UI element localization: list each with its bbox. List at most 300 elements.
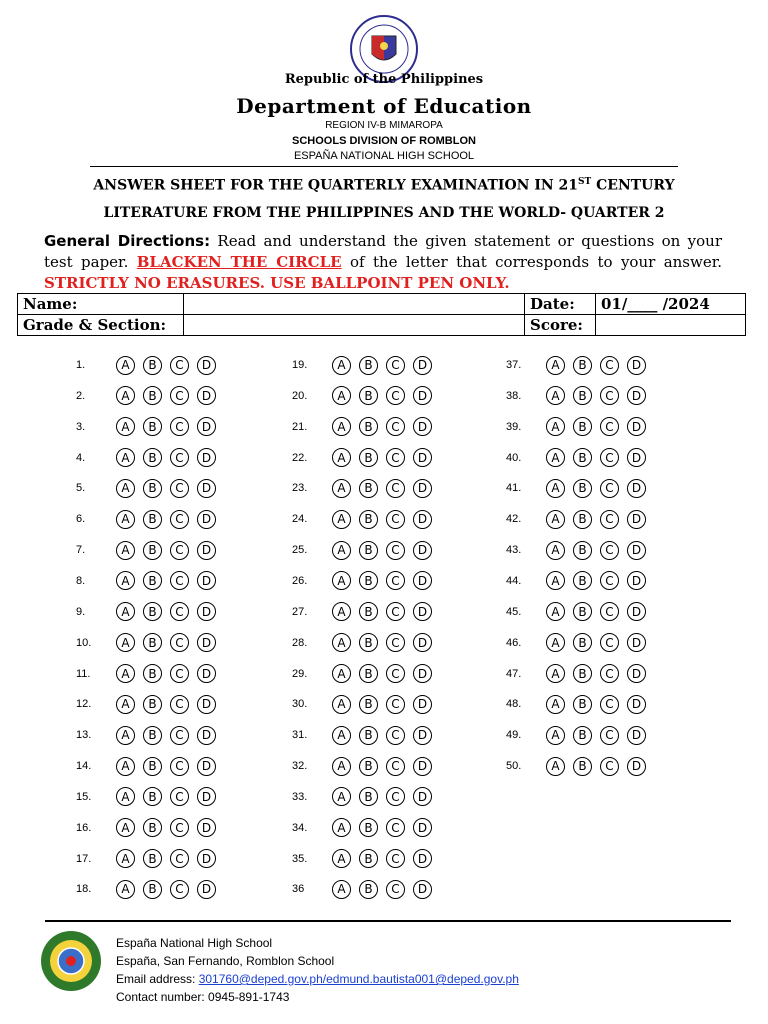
answer-bubble[interactable]: B xyxy=(359,818,378,837)
answer-row xyxy=(292,693,440,715)
answer-row xyxy=(76,755,224,777)
answer-bubble[interactable]: D xyxy=(197,479,216,498)
answer-row xyxy=(506,385,654,407)
answer-bubble[interactable]: A xyxy=(332,695,351,714)
title-line-1: ANSWER SHEET FOR THE QUARTERLY EXAMINATION IN 21ST CENTURY xyxy=(93,177,675,194)
answer-bubble[interactable]: B xyxy=(573,695,592,714)
question-number: 27. xyxy=(292,605,308,618)
answer-row xyxy=(292,508,440,530)
answer-bubble[interactable]: C xyxy=(600,510,619,529)
answer-bubble[interactable]: A xyxy=(332,633,351,652)
answer-bubble[interactable]: D xyxy=(413,818,432,837)
answer-bubble[interactable]: B xyxy=(143,787,162,806)
answer-row xyxy=(76,416,224,438)
answer-bubble[interactable]: C xyxy=(386,417,405,436)
answer-bubble[interactable]: D xyxy=(413,417,432,436)
answer-bubble[interactable]: B xyxy=(359,849,378,868)
answer-row xyxy=(506,601,654,623)
score-field[interactable] xyxy=(596,315,746,336)
answer-bubble[interactable]: C xyxy=(600,695,619,714)
answer-bubble[interactable]: D xyxy=(413,633,432,652)
answer-row xyxy=(76,786,224,808)
answer-bubble[interactable]: B xyxy=(143,602,162,621)
answer-bubble[interactable]: A xyxy=(116,849,135,868)
question-number: 34. xyxy=(292,821,308,834)
department-heading: Department of Education xyxy=(236,94,532,118)
email-link[interactable]: 301760@deped.gov.ph/edmund.bautista001@deped.gov.ph xyxy=(198,972,519,986)
answer-bubble[interactable]: A xyxy=(116,633,135,652)
answer-bubble[interactable]: A xyxy=(546,510,565,529)
answer-bubble[interactable]: D xyxy=(627,633,646,652)
answer-row xyxy=(506,354,654,376)
answer-bubble[interactable]: D xyxy=(413,787,432,806)
answer-row xyxy=(292,601,440,623)
answer-bubble[interactable]: C xyxy=(170,880,189,899)
question-number: 7. xyxy=(76,544,86,557)
question-number: 23. xyxy=(292,482,308,495)
question-number: 22. xyxy=(292,451,308,464)
answer-bubble[interactable]: B xyxy=(359,356,378,375)
answer-bubble[interactable]: A xyxy=(116,356,135,375)
answer-row xyxy=(76,447,224,469)
answer-bubble[interactable]: A xyxy=(546,726,565,745)
answer-bubble[interactable]: B xyxy=(143,510,162,529)
answer-bubble[interactable]: D xyxy=(627,602,646,621)
answer-bubble[interactable]: C xyxy=(170,818,189,837)
question-number: 21. xyxy=(292,420,308,433)
answer-row xyxy=(76,724,224,746)
question-number: 37. xyxy=(506,359,522,371)
answer-bubble[interactable]: A xyxy=(116,510,135,529)
answer-row xyxy=(506,663,654,685)
question-number: 16. xyxy=(76,821,92,834)
answer-bubble[interactable]: B xyxy=(573,664,592,683)
question-number: 24. xyxy=(292,513,308,526)
answer-bubble[interactable]: B xyxy=(573,386,592,405)
answer-bubble[interactable]: B xyxy=(359,386,378,405)
answer-bubble[interactable]: A xyxy=(116,664,135,683)
answer-bubble[interactable]: A xyxy=(332,356,351,375)
answer-bubble[interactable]: D xyxy=(627,448,646,467)
answer-row xyxy=(76,878,224,900)
answer-bubble[interactable]: C xyxy=(170,757,189,776)
answer-bubble[interactable]: A xyxy=(546,757,565,776)
answer-bubble[interactable]: C xyxy=(386,386,405,405)
answer-bubble[interactable]: B xyxy=(359,417,378,436)
answer-bubble[interactable]: C xyxy=(600,602,619,621)
answer-bubble[interactable]: A xyxy=(546,602,565,621)
answer-bubble[interactable]: D xyxy=(413,757,432,776)
answer-bubble[interactable]: A xyxy=(116,417,135,436)
question-number: 17. xyxy=(76,852,92,865)
question-number: 32. xyxy=(292,760,308,773)
answer-bubble[interactable]: B xyxy=(573,510,592,529)
answer-row xyxy=(506,539,654,561)
answer-row xyxy=(76,508,224,530)
answer-bubble[interactable]: C xyxy=(386,880,405,899)
answer-bubble[interactable]: D xyxy=(413,695,432,714)
answer-bubble[interactable]: A xyxy=(332,541,351,560)
answer-bubble[interactable]: D xyxy=(627,726,646,745)
answer-row xyxy=(76,477,224,499)
question-number: 49. xyxy=(506,729,522,742)
question-number: 28. xyxy=(292,636,308,649)
answer-bubble[interactable]: D xyxy=(197,448,216,467)
question-number: 46. xyxy=(506,636,522,649)
answer-bubble[interactable]: B xyxy=(359,726,378,745)
answer-bubble[interactable]: A xyxy=(116,541,135,560)
answer-bubble[interactable]: A xyxy=(546,541,565,560)
answer-bubble[interactable]: D xyxy=(413,880,432,899)
question-number: 20. xyxy=(292,389,308,402)
answer-bubble[interactable]: A xyxy=(116,880,135,899)
question-number: 18. xyxy=(76,883,92,896)
answer-bubble[interactable]: A xyxy=(116,479,135,498)
answer-bubble[interactable]: B xyxy=(143,818,162,837)
answer-bubble[interactable]: D xyxy=(197,356,216,375)
answer-bubble[interactable]: C xyxy=(386,356,405,375)
answer-row xyxy=(76,539,224,561)
answer-bubble[interactable]: D xyxy=(197,602,216,621)
answer-bubble[interactable]: C xyxy=(170,356,189,375)
answer-row xyxy=(76,632,224,654)
answer-bubble[interactable]: C xyxy=(600,664,619,683)
answer-bubble[interactable]: B xyxy=(573,757,592,776)
answer-bubble[interactable]: B xyxy=(143,726,162,745)
school-text: ESPAÑA NATIONAL HIGH SCHOOL xyxy=(293,150,475,162)
answer-bubble[interactable]: B xyxy=(573,602,592,621)
answer-bubble[interactable]: B xyxy=(359,510,378,529)
answer-bubble[interactable]: C xyxy=(600,757,619,776)
answer-bubble[interactable]: C xyxy=(386,602,405,621)
answer-bubble[interactable]: D xyxy=(413,356,432,375)
answer-bubble[interactable]: B xyxy=(573,541,592,560)
answer-bubble[interactable]: B xyxy=(359,541,378,560)
answer-bubble[interactable]: A xyxy=(332,417,351,436)
answer-bubble[interactable]: D xyxy=(627,571,646,590)
answer-bubble[interactable]: C xyxy=(600,448,619,467)
answer-bubble[interactable]: D xyxy=(627,757,646,776)
answer-bubble[interactable]: C xyxy=(170,448,189,467)
name-field[interactable] xyxy=(184,294,525,315)
answer-bubble[interactable]: B xyxy=(573,726,592,745)
question-number: 44. xyxy=(506,574,522,587)
answer-bubble[interactable]: D xyxy=(197,849,216,868)
answer-bubble[interactable]: A xyxy=(116,602,135,621)
answer-bubble[interactable]: D xyxy=(413,726,432,745)
answer-row xyxy=(292,570,440,592)
score-label: Score: xyxy=(525,315,596,336)
answer-bubble[interactable]: B xyxy=(359,602,378,621)
name-label: Name: xyxy=(18,294,184,315)
answer-bubble[interactable]: B xyxy=(143,479,162,498)
answer-bubble[interactable]: C xyxy=(386,849,405,868)
answer-bubble[interactable]: D xyxy=(197,664,216,683)
question-number: 42. xyxy=(506,513,522,526)
answer-bubble[interactable]: B xyxy=(143,849,162,868)
answer-bubble[interactable]: B xyxy=(573,571,592,590)
answer-bubble[interactable]: B xyxy=(573,448,592,467)
answer-bubble[interactable]: C xyxy=(386,633,405,652)
answer-bubble[interactable]: A xyxy=(116,386,135,405)
general-directions: General Directions: Read and understand the given statement or questions on your test paper. BLACKEN THE CIRCLE of the letter that corresponds to your answer. STRICTLY NO ERASURES. USE BALLPOINT PEN ONLY. xyxy=(44,232,722,292)
answer-bubble[interactable]: B xyxy=(143,695,162,714)
answer-bubble[interactable]: B xyxy=(143,633,162,652)
answer-bubble[interactable]: C xyxy=(600,726,619,745)
answer-bubble[interactable]: A xyxy=(332,479,351,498)
answer-bubble[interactable]: B xyxy=(143,664,162,683)
answer-row xyxy=(292,354,440,376)
answer-bubble[interactable]: D xyxy=(197,757,216,776)
answer-bubble[interactable]: B xyxy=(359,448,378,467)
answer-bubble[interactable]: D xyxy=(197,417,216,436)
answer-bubble[interactable]: A xyxy=(546,479,565,498)
answer-bubble[interactable]: D xyxy=(627,664,646,683)
date-field[interactable]: 01/____ /2024 xyxy=(596,294,746,315)
answer-bubble[interactable]: A xyxy=(546,571,565,590)
answer-bubble[interactable]: C xyxy=(386,510,405,529)
answer-bubble[interactable]: A xyxy=(332,818,351,837)
answer-bubble[interactable]: A xyxy=(546,448,565,467)
answer-bubble[interactable]: A xyxy=(116,787,135,806)
answer-row xyxy=(506,416,654,438)
answer-bubble[interactable]: A xyxy=(546,417,565,436)
answer-bubble[interactable]: D xyxy=(627,417,646,436)
answer-bubble[interactable]: C xyxy=(386,448,405,467)
answer-bubble[interactable]: D xyxy=(413,849,432,868)
answer-bubble[interactable]: D xyxy=(627,386,646,405)
answer-row xyxy=(292,848,440,870)
answer-bubble[interactable]: C xyxy=(170,695,189,714)
answer-bubble[interactable]: A xyxy=(332,602,351,621)
answer-bubble[interactable]: A xyxy=(332,664,351,683)
answer-row xyxy=(506,508,654,530)
answer-bubble[interactable]: D xyxy=(413,479,432,498)
answer-row xyxy=(292,878,440,900)
answer-bubble[interactable]: C xyxy=(170,664,189,683)
answer-row xyxy=(292,385,440,407)
answer-bubble[interactable]: C xyxy=(600,633,619,652)
answer-bubble[interactable]: D xyxy=(197,386,216,405)
school-seal-logo xyxy=(40,930,102,992)
answer-bubble[interactable]: D xyxy=(197,726,216,745)
answer-bubble[interactable]: C xyxy=(600,417,619,436)
question-number: 45. xyxy=(506,605,522,618)
answer-bubble[interactable]: D xyxy=(413,510,432,529)
answer-row xyxy=(292,663,440,685)
title-line-2: LITERATURE FROM THE PHILIPPINES AND THE WORLD- QUARTER 2 xyxy=(103,205,665,221)
answer-bubble[interactable]: C xyxy=(600,386,619,405)
answer-bubble[interactable]: C xyxy=(386,818,405,837)
answer-bubble[interactable]: A xyxy=(332,849,351,868)
question-number: 3. xyxy=(76,420,86,433)
answer-bubble[interactable]: C xyxy=(170,479,189,498)
answer-bubble[interactable]: C xyxy=(170,633,189,652)
grade-section-label: Grade & Section: xyxy=(18,315,184,336)
answer-bubble[interactable]: B xyxy=(143,356,162,375)
answer-bubble[interactable]: B xyxy=(359,695,378,714)
answer-bubble[interactable]: D xyxy=(197,541,216,560)
question-number: 41. xyxy=(506,482,522,495)
question-number: 35. xyxy=(292,852,308,865)
grade-section-field[interactable] xyxy=(184,315,525,336)
answer-row xyxy=(76,663,224,685)
question-number: 36 xyxy=(292,883,305,896)
answer-bubble[interactable]: B xyxy=(359,571,378,590)
answer-row xyxy=(292,477,440,499)
answer-bubble[interactable]: A xyxy=(546,633,565,652)
answer-row xyxy=(506,632,654,654)
question-number: 29. xyxy=(292,667,308,680)
answer-row xyxy=(76,385,224,407)
answer-bubble[interactable]: C xyxy=(386,479,405,498)
answer-bubble[interactable]: B xyxy=(143,757,162,776)
division-text: SCHOOLS DIVISION OF ROMBLON xyxy=(292,135,476,147)
answer-bubble[interactable]: A xyxy=(332,880,351,899)
question-number: 1. xyxy=(76,359,86,371)
question-number: 4. xyxy=(76,451,86,464)
answer-bubble[interactable]: A xyxy=(332,787,351,806)
answer-row xyxy=(506,724,654,746)
answer-bubble[interactable]: C xyxy=(386,695,405,714)
answer-row xyxy=(292,755,440,777)
answer-bubble[interactable]: B xyxy=(359,633,378,652)
question-number: 15. xyxy=(76,790,92,803)
answer-bubble[interactable]: A xyxy=(546,356,565,375)
header-divider xyxy=(90,166,678,167)
footer-contact xyxy=(116,934,519,1006)
answer-bubble[interactable]: D xyxy=(413,571,432,590)
answer-bubble[interactable]: C xyxy=(170,849,189,868)
answer-row xyxy=(76,848,224,870)
answer-bubble[interactable]: D xyxy=(627,695,646,714)
answer-bubble[interactable]: C xyxy=(386,726,405,745)
question-number: 47. xyxy=(506,667,522,680)
footer-address: España, San Fernando, Romblon School xyxy=(116,954,335,968)
answer-bubble[interactable]: D xyxy=(413,602,432,621)
question-number: 25. xyxy=(292,544,308,557)
answer-row xyxy=(76,354,224,376)
answer-bubble[interactable]: C xyxy=(170,386,189,405)
answer-bubble[interactable]: D xyxy=(413,386,432,405)
answer-row xyxy=(76,601,224,623)
answer-bubble[interactable]: A xyxy=(116,757,135,776)
answer-bubble[interactable]: C xyxy=(386,664,405,683)
answer-bubble[interactable]: C xyxy=(170,602,189,621)
answer-bubble[interactable]: B xyxy=(359,880,378,899)
answer-bubble[interactable]: B xyxy=(359,479,378,498)
answer-row xyxy=(292,539,440,561)
answer-bubble[interactable]: D xyxy=(627,510,646,529)
answer-row xyxy=(292,632,440,654)
answer-bubble[interactable]: B xyxy=(143,417,162,436)
answer-bubble[interactable]: C xyxy=(170,571,189,590)
answer-bubble[interactable]: D xyxy=(627,541,646,560)
answer-bubble[interactable]: B xyxy=(573,633,592,652)
answer-bubble[interactable]: D xyxy=(197,787,216,806)
answer-bubble[interactable]: D xyxy=(413,448,432,467)
answer-row xyxy=(506,447,654,469)
answer-bubble[interactable]: C xyxy=(600,356,619,375)
answer-bubble[interactable]: C xyxy=(386,787,405,806)
answer-bubble[interactable]: B xyxy=(573,356,592,375)
answer-bubble[interactable]: A xyxy=(116,571,135,590)
answer-bubble[interactable]: D xyxy=(413,664,432,683)
answer-bubble[interactable]: C xyxy=(170,541,189,560)
answer-bubble[interactable]: C xyxy=(386,757,405,776)
answer-bubble[interactable]: C xyxy=(386,541,405,560)
answer-row xyxy=(292,817,440,839)
answer-bubble[interactable]: A xyxy=(546,695,565,714)
answer-bubble[interactable]: D xyxy=(197,695,216,714)
answer-bubble[interactable]: B xyxy=(143,880,162,899)
answer-bubble[interactable]: D xyxy=(197,571,216,590)
answer-bubble[interactable]: B xyxy=(143,541,162,560)
answer-bubble[interactable]: D xyxy=(197,510,216,529)
answer-bubble[interactable]: A xyxy=(116,695,135,714)
answer-bubble[interactable]: A xyxy=(116,448,135,467)
answer-bubble[interactable]: C xyxy=(386,571,405,590)
question-number: 19. xyxy=(292,359,308,371)
question-number: 12. xyxy=(76,698,92,711)
answer-bubble[interactable]: A xyxy=(332,448,351,467)
answer-bubble[interactable]: A xyxy=(332,757,351,776)
answer-bubble[interactable]: C xyxy=(170,510,189,529)
answer-bubble[interactable]: A xyxy=(332,571,351,590)
footer-school-name: España National High School xyxy=(116,936,273,950)
answer-bubble[interactable]: C xyxy=(170,787,189,806)
answer-bubble[interactable]: B xyxy=(573,479,592,498)
answer-bubble[interactable]: B xyxy=(359,787,378,806)
answer-bubble[interactable]: B xyxy=(359,664,378,683)
answer-bubble[interactable]: D xyxy=(627,479,646,498)
question-number: 39. xyxy=(506,420,522,433)
answer-bubble[interactable]: C xyxy=(600,541,619,560)
answer-bubble[interactable]: B xyxy=(143,386,162,405)
answer-row xyxy=(76,570,224,592)
answer-bubble[interactable]: D xyxy=(627,356,646,375)
answer-bubble[interactable]: A xyxy=(116,726,135,745)
answer-row xyxy=(292,724,440,746)
footer-email: Email address: 301760@deped.gov.ph/edmund.bautista001@deped.gov.ph xyxy=(116,972,519,986)
answer-bubble[interactable]: B xyxy=(573,417,592,436)
answer-bubble[interactable]: D xyxy=(197,880,216,899)
answer-bubble[interactable]: B xyxy=(143,571,162,590)
question-number: 40. xyxy=(506,451,522,464)
answer-bubble[interactable]: A xyxy=(546,664,565,683)
answer-bubble[interactable]: B xyxy=(359,757,378,776)
answer-bubble[interactable]: C xyxy=(170,417,189,436)
answer-bubble[interactable]: D xyxy=(197,818,216,837)
date-label: Date: xyxy=(525,294,596,315)
answer-bubble[interactable]: C xyxy=(170,726,189,745)
answer-row xyxy=(506,477,654,499)
answer-row xyxy=(76,693,224,715)
answer-bubble[interactable]: D xyxy=(413,541,432,560)
question-number: 14. xyxy=(76,760,92,773)
answer-bubble[interactable]: A xyxy=(332,726,351,745)
answer-bubble[interactable]: A xyxy=(332,386,351,405)
question-number: 38. xyxy=(506,389,522,402)
answer-bubble[interactable]: A xyxy=(332,510,351,529)
answer-bubble[interactable]: A xyxy=(546,386,565,405)
question-number: 50. xyxy=(506,760,522,773)
answer-bubble[interactable]: A xyxy=(116,818,135,837)
answer-bubble[interactable]: C xyxy=(600,479,619,498)
answer-bubble[interactable]: B xyxy=(143,448,162,467)
answer-bubble[interactable]: C xyxy=(600,571,619,590)
answer-bubble[interactable]: D xyxy=(197,633,216,652)
